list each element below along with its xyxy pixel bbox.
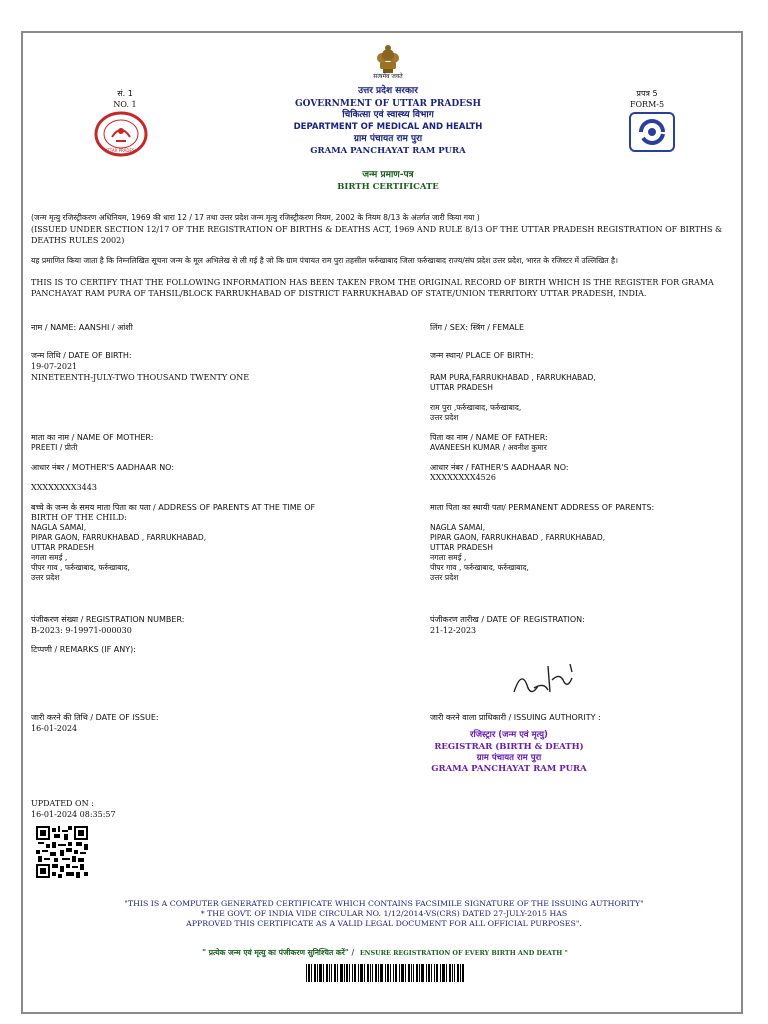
registration-number-label: पंजीकरण संख्या / REGISTRATION NUMBER: [31, 615, 185, 624]
address-at-birth-line: पीपर गाव , फर्रुखाबाद, फर्रुखाबाद, [31, 563, 130, 572]
office-title-en: GRAMA PANCHAYAT RAM PURA [310, 146, 466, 156]
certify-text-en: THIS IS TO CERTIFY THAT THE FOLLOWING INFORMATION HAS BEEN TAKEN FROM THE ORIGINAL RECORD OF BIRTH WHICH IS THE REGISTER FOR GRAMA PANCHAYAT RAM PURA OF TAHSIL/BLOCK FARRUKHABAD OF DISTRICT FARRUKHABAD OF STATE/UNION TERRITORY UTTAR PRADESH, INDIA. [31, 278, 714, 298]
father-aadhaar-label: आधार नंबर / FATHER'S AADHAAR NO: [430, 463, 569, 472]
certificate-title-en: BIRTH CERTIFICATE [337, 182, 439, 192]
seal-caption: UTTAR PRADESH [104, 148, 138, 153]
child-sex: लिंग / SEX: स्त्रिंग / FEMALE [430, 323, 525, 332]
mother-name-value: PREETI / प्रीती [31, 443, 78, 452]
permanent-address-line: PIPAR GAON, FARRUKHABAD , FARRUKHABAD, [430, 533, 606, 542]
issuing-authority-label: जारी करने वाला प्राधिकारी / ISSUING AUTHORITY : [430, 713, 601, 722]
slogan-en: ENSURE REGISTRATION OF EVERY BIRTH AND DEATH " [359, 949, 568, 957]
mother-aadhaar-value: XXXXXXXX3443 [31, 483, 97, 492]
pob-hi-line-1: राम पुरा ,फर्रुखाबाद, फर्रुखाबाद, [430, 403, 522, 412]
child-name: नाम / NAME: AANSHI / आंशी [31, 323, 133, 332]
issue-date-value: 16-01-2024 [31, 724, 78, 733]
dob-label: जन्म तिथि / DATE OF BIRTH: [31, 351, 132, 360]
dept-title-en: DEPARTMENT OF MEDICAL AND HEALTH [293, 122, 483, 132]
pob-label: जन्म स्थान/ PLACE OF BIRTH: [430, 351, 534, 360]
permanent-address-label: माता पिता का स्थायी पता/ PERMANENT ADDRESS OF PARENTS: [430, 503, 655, 512]
permanent-address-line: NAGLA SAMAI, [430, 523, 486, 532]
authority-office-en: GRAMA PANCHAYAT RAM PURA [431, 764, 587, 774]
registration-date-value: 21-12-2023 [430, 626, 477, 635]
registration-date-label: पंजीकरण तारीख / DATE OF REGISTRATION: [430, 615, 585, 624]
serial-no-en: NO. 1 [113, 100, 137, 109]
permanent-address-line: नगला समई , [430, 553, 467, 562]
registration-number-value: B-2023: 9-19971-000030 [31, 626, 132, 635]
certify-text-hi: यह प्रमाणित किया जाता है कि निम्नलिखित सूचना जन्म के मूल अभिलेख से ली गई है जो कि ग्राम पंचायत राम पुरा तहसील फर्रुखाबाद जिला फर्रुखाबाद राज्य/संघ प्रदेश उत्तर प्रदेश, भारत के रजिस्टर में उल्लिखित है। [31, 256, 618, 265]
pob-hi-line-2: उत्तर प्रदेश [430, 413, 459, 422]
issued-under-hi: (जन्म मृत्यु रजिस्ट्रीकरण अधिनियम, 1969 की धारा 12 / 17 तथा उत्तर प्रदेश जन्म मृत्यु रजिस्ट्रीकरण नियम, 2002 के नियम 8/13 के अंतर्गत जारी किया गया ) [31, 213, 480, 222]
authority-title-hi: रजिस्ट्रार (जन्म एवं मृत्यु) [470, 730, 548, 740]
emblem-motto: सत्यमेव जयते [373, 73, 403, 80]
dept-title-hi: चिकित्सा एवं स्वास्थ्य विभाग [342, 110, 434, 120]
updated-on-label: UPDATED ON : [31, 799, 94, 808]
dob-value: 19-07-2021 [31, 362, 78, 371]
serial-no-hi: सं. 1 [117, 89, 133, 98]
issue-date-label: जारी करने की तिथि / DATE OF ISSUE: [31, 713, 159, 722]
father-aadhaar-value: XXXXXXXX4526 [430, 473, 496, 482]
footer-notice-1: "THIS IS A COMPUTER GENERATED CERTIFICATE WHICH CONTAINS FACSIMILE SIGNATURE OF THE ISSUING AUTHORITY" [124, 899, 644, 908]
slogan [150, 940, 620, 959]
father-name-value: AVANEESH KUMAR / अवनीश कुमार [430, 443, 547, 452]
state-title-hi: उत्तर प्रदेश सरकार [358, 86, 418, 96]
authority-office-hi: ग्राम पंचायत राम पुरा [476, 753, 542, 763]
pob-line-2: UTTAR PRADESH [430, 383, 493, 392]
qr-code-icon [36, 826, 88, 878]
footer-notice-3: APPROVED THIS CERTIFICATE AS A VALID LEGAL DOCUMENT FOR ALL OFFICIAL PURPOSES". [186, 919, 582, 928]
address-at-birth [31, 523, 411, 583]
father-name-label: पिता का नाम / NAME OF FATHER: [430, 433, 548, 442]
permanent-address-line: उत्तर प्रदेश [430, 573, 459, 582]
barcode-icon [306, 964, 464, 982]
mother-aadhaar-label: आधार नंबर / MOTHER'S AADHAAR NO: [31, 463, 175, 472]
permanent-address [430, 523, 740, 583]
address-at-birth-line: उत्तर प्रदेश [31, 573, 60, 582]
footer-notice-2: * THE GOVT. OF INDIA VIDE CIRCULAR NO. 1/12/2014-VS(CRS) DATED 27-JULY-2015 HAS [200, 909, 568, 918]
registrar-signature-icon [508, 658, 580, 702]
address-at-birth-label-2: BIRTH OF THE CHILD: [31, 513, 127, 522]
permanent-address-line: UTTAR PRADESH [430, 543, 493, 552]
remarks-label: टिप्पणी / REMARKS (IF ANY): [31, 645, 136, 654]
state-title-en: GOVERNMENT OF UTTAR PRADESH [294, 99, 482, 109]
slogan-hi: " प्रत्येक जन्म एवं मृत्यु का पंजीकरण सुनिश्चित करें" / [202, 948, 355, 957]
updated-on-value: 16-01-2024 08:35:57 [31, 810, 116, 819]
address-at-birth-label: बच्चे के जन्म के समय माता पिता का पता / ADDRESS OF PARENTS AT THE TIME OF [31, 503, 316, 512]
address-at-birth-line: PIPAR GAON, FARRUKHABAD , FARRUKHABAD, [31, 533, 207, 542]
mother-name-label: माता का नाम / NAME OF MOTHER: [31, 433, 154, 442]
office-title-hi: ग्राम पंचायत राम पुरा [353, 134, 423, 144]
authority-title-en: REGISTRAR (BIRTH & DEATH) [434, 742, 584, 752]
form-no-hi: प्रपत्र 5 [636, 89, 658, 98]
address-at-birth-line: UTTAR PRADESH [31, 543, 94, 552]
address-at-birth-line: NAGLA SAMAI, [31, 523, 87, 532]
dob-in-words: NINETEENTH-JULY-TWO THOUSAND TWENTY ONE [31, 373, 250, 382]
crs-logo-icon [629, 112, 675, 152]
permanent-address-line: पीपर गाव , फर्रुखाबाद, फर्रुखाबाद, [430, 563, 529, 572]
issued-under-en: (ISSUED UNDER SECTION 12/17 OF THE REGISTRATION OF BIRTHS & DEATHS ACT, 1969 AND RULE 8/13 OF THE UTTAR PRADESH REGISTRATION OF BIRTHS & DEATHS RULES 2002) [31, 225, 723, 245]
address-at-birth-line: नगला समई , [31, 553, 68, 562]
form-no-en: FORM-5 [629, 100, 665, 109]
pob-line-1: RAM PURA,FARRUKHABAD , FARRUKHABAD, [430, 373, 596, 382]
certificate-title-hi: जन्म प्रमाण-पत्र [362, 170, 414, 180]
